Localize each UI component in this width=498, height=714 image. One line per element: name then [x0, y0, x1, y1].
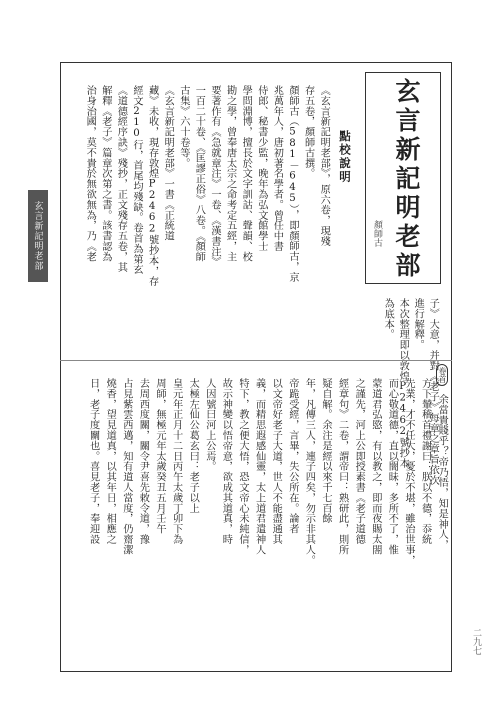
- text-column: 古集》六十卷等。: [177, 85, 189, 169]
- text-column: 以文帝好老子大道，世人不能盡通其: [270, 378, 282, 545]
- text-column: 而心敬道德，直以闇昧，多所不了，惟: [386, 378, 398, 555]
- text-column: 疑自解。余注是經以來千七百餘: [320, 378, 331, 524]
- text-column: 燒香，望見道真，以其年日，相應之: [104, 378, 116, 545]
- text-column: 帝跪受經，言畢，失公所在。論者: [286, 378, 298, 534]
- text-column: 余當貴賤乎？帝乃悟，知是神人，: [436, 394, 448, 550]
- text-column: 占見紫雲西邁，知有道人當度，仍齋潔: [120, 378, 132, 555]
- text-column: 《玄言新記明老部》，原六卷，現殘: [318, 85, 330, 247]
- text-column: 年，凡傳三人，連子四矣，勿示非其人。: [303, 378, 315, 566]
- text-column: 《道德經序訣》殘抄，正文殘存五卷，其: [115, 85, 127, 273]
- chapter-side-tab: 玄言新記明老部: [28, 190, 48, 282]
- page-number: 二九七: [471, 628, 481, 655]
- section-heading: 點校說明: [338, 130, 352, 184]
- text-column: 之謹先，河上公即授素書《老子道德: [353, 378, 365, 545]
- text-column: 存五卷，顏師古撰。: [302, 85, 314, 179]
- text-column: 一百二十卷、《匡謬正俗》八卷。《顏師: [193, 85, 205, 262]
- text-column: 去周西度關，關令尹喜先敕令道，豫: [137, 378, 149, 545]
- text-column: 藏》未收，現存敦煌P2462號抄本，存: [146, 85, 158, 287]
- text-column: 先業，才不任大，憂於不堪，雖治世事，: [403, 378, 414, 566]
- text-column: 故示神變以悟帝意，欲成其道真，時: [220, 378, 232, 545]
- text-column: 侍郎、秘書少監，晚年為弘文館學士: [255, 85, 267, 252]
- text-column: 解釋《老子》篇章次第之書。該書認為: [99, 85, 111, 262]
- text-column: 經章句》二卷，謂帝曰：熟研此，則所: [336, 378, 348, 555]
- text-column: 顏師古（581－645），即顏師古，京: [287, 85, 298, 283]
- text-column: 蒙道君弘愍，有以教之，即而夜賜太閤: [369, 378, 381, 555]
- text-column: 太極左仙公葛玄曰：老子以上: [187, 378, 199, 514]
- text-column: 日，老子度關也。喜見老子，奉迎設: [87, 378, 99, 545]
- badge-label: 卷首: [436, 364, 448, 386]
- section-divider: [60, 360, 452, 361]
- text-column: 子》大意，并對《老子》每章之章旨依次: [427, 298, 439, 486]
- text-column: 為底本。: [382, 298, 394, 340]
- text-column: 要著作有《急就章注》一卷、《漢書注》: [209, 85, 220, 268]
- text-column: 經文210行，首尾均殘缺。卷首為第玄: [131, 85, 142, 275]
- text-column: 兆萬年人，唐初著名學者。曾任中書: [271, 85, 283, 252]
- text-column: 學問淵博，擅長於文字訓詁、聲韻、校: [240, 85, 252, 262]
- text-column: 周師，無極元年太歲癸丑五月壬午: [154, 378, 165, 534]
- text-column: 義，而精思遐感仙靈，太上道君遣神人: [253, 378, 265, 555]
- text-column: 方下輦稽首禮謝曰：朕以不德，忝統: [419, 378, 431, 545]
- text-column: 皇元年正月十二日丙午太歲丁卯下為: [170, 378, 182, 545]
- text-column: 本次整理即以敦煌P2462號抄本: [397, 298, 409, 469]
- text-column: 勘之學，曾奉唐太宗之命考定五經，主: [224, 85, 236, 262]
- text-column: 人因號曰河上公焉。: [203, 378, 215, 472]
- document-title: 玄言新記明老部: [392, 78, 421, 281]
- text-column: 《玄言新記明老部》一書《正統道: [162, 85, 174, 241]
- text-column: 特下，教之便大悟，恐文帝心未純信，: [237, 378, 248, 555]
- text-column: 進行解釋。: [412, 298, 424, 350]
- author-name: 顏師古: [372, 220, 382, 247]
- section-badge: [434, 364, 450, 388]
- text-column: 治身治國，莫不貴於無欲無為，乃《老: [84, 85, 96, 262]
